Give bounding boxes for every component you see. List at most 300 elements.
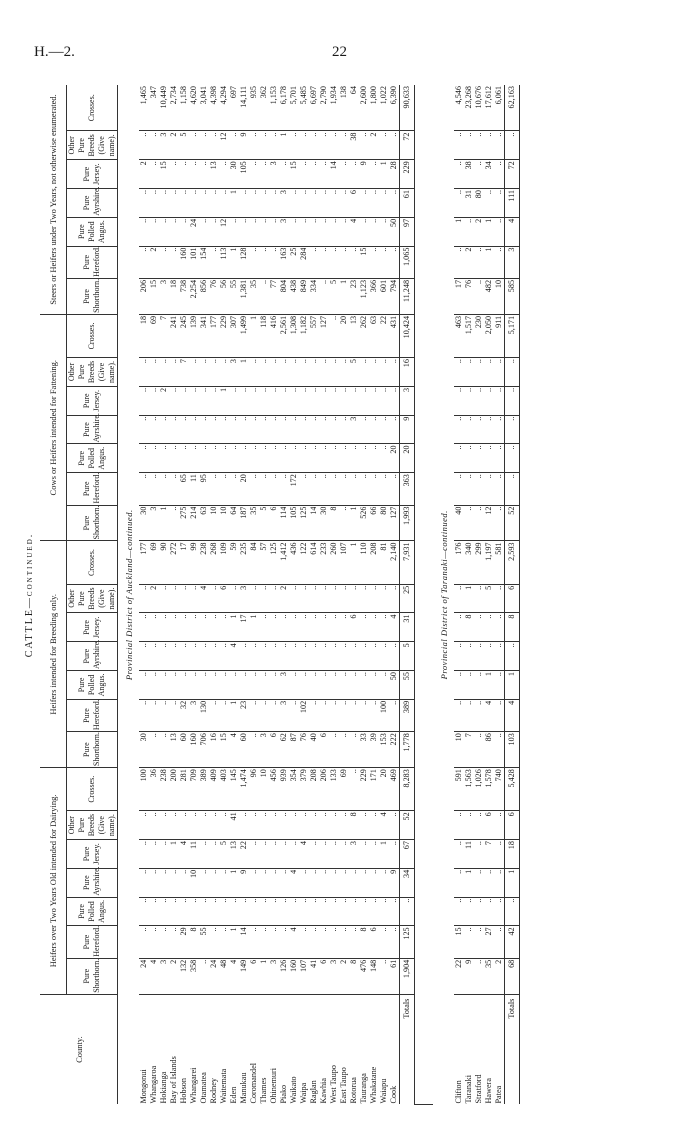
data-cell: ..: [484, 897, 494, 926]
data-cell: ..: [219, 444, 229, 473]
data-cell: ..: [359, 415, 369, 444]
data-cell: 3,041: [199, 85, 209, 131]
data-cell: ..: [319, 278, 329, 314]
data-cell: ..: [329, 671, 339, 700]
data-cell: ..: [269, 189, 279, 218]
table-row: [319, 85, 329, 1105]
data-cell: 1: [379, 160, 389, 189]
data-cell: ..: [179, 613, 189, 642]
data-cell: ..: [389, 189, 400, 218]
data-cell: 456: [269, 768, 279, 811]
data-cell: 307: [229, 314, 239, 357]
sub-header: Pure Jersey.: [67, 386, 118, 415]
data-cell: ..: [309, 415, 319, 444]
data-cell: 3: [329, 958, 339, 994]
data-cell: ..: [494, 217, 505, 246]
data-cell: ..: [239, 217, 249, 246]
data-cell: ..: [189, 131, 199, 160]
data-cell: ..: [249, 160, 259, 189]
data-cell: ..: [209, 131, 219, 160]
data-cell: ..: [369, 897, 379, 926]
data-cell: ..: [249, 584, 259, 613]
county-name: Tauranga: [359, 1073, 368, 1104]
data-cell: ..: [474, 671, 484, 700]
data-cell: 4,620: [189, 85, 199, 131]
data-cell: ..: [474, 473, 484, 505]
data-cell: ..: [329, 584, 339, 613]
total-cell: 72: [400, 131, 415, 160]
data-cell: ..: [189, 444, 199, 473]
data-cell: ..: [249, 217, 259, 246]
data-cell: ..: [179, 584, 189, 613]
data-cell: 389: [199, 768, 209, 811]
data-cell: ..: [209, 811, 219, 840]
data-cell: ..: [209, 584, 219, 613]
county-name: Piako: [279, 1084, 288, 1104]
data-cell: 77: [269, 278, 279, 314]
data-cell: 1,800: [369, 85, 379, 131]
data-cell: ..: [349, 671, 359, 700]
data-cell: ..: [199, 386, 209, 415]
total-cell: ..: [505, 386, 520, 415]
data-cell: ..: [369, 444, 379, 473]
data-cell: ..: [339, 811, 349, 840]
data-cell: 6,697: [309, 85, 319, 131]
data-cell: 208: [309, 768, 319, 811]
data-cell: ..: [289, 699, 299, 731]
data-cell: 50: [389, 671, 400, 700]
total-cell: 125: [400, 926, 415, 958]
county-name: Manukau: [239, 1072, 248, 1104]
data-cell: 229: [359, 768, 369, 811]
data-cell: ..: [199, 444, 209, 473]
data-cell: ..: [339, 444, 349, 473]
data-cell: ..: [149, 189, 159, 218]
data-cell: 55: [229, 278, 239, 314]
data-cell: 176: [454, 541, 464, 584]
data-cell: 403: [219, 768, 229, 811]
data-cell: ..: [299, 217, 309, 246]
data-cell: ..: [139, 613, 149, 642]
data-cell: ..: [379, 584, 389, 613]
sub-header: Other Pure Breeds (Give name).: [67, 131, 118, 160]
data-cell: ..: [474, 358, 484, 387]
data-cell: 2,050: [484, 314, 494, 357]
data-cell: ..: [319, 671, 329, 700]
data-cell: 2: [149, 584, 159, 613]
data-cell: ..: [359, 386, 369, 415]
data-cell: ..: [259, 386, 269, 415]
data-cell: 3: [279, 189, 289, 218]
data-cell: ..: [139, 131, 149, 160]
sub-header: Pure Ayrshire.: [67, 415, 118, 444]
data-cell: 284: [299, 246, 309, 278]
data-cell: ..: [139, 415, 149, 444]
total-cell: 31: [400, 613, 415, 642]
data-cell: 20: [239, 473, 249, 505]
data-cell: ..: [279, 811, 289, 840]
data-cell: 22: [454, 958, 464, 994]
data-cell: 6,390: [389, 85, 400, 131]
data-cell: ..: [494, 160, 505, 189]
data-cell: ..: [494, 386, 505, 415]
data-cell: 20: [339, 314, 349, 357]
data-cell: ..: [359, 444, 369, 473]
data-cell: 18: [139, 314, 149, 357]
county-name: Waipa: [299, 1082, 308, 1104]
data-cell: ..: [454, 671, 464, 700]
total-cell: 8: [505, 613, 520, 642]
data-cell: ..: [149, 415, 159, 444]
data-cell: 99: [189, 541, 199, 584]
data-cell: ..: [239, 189, 249, 218]
data-cell: 1,123: [359, 278, 369, 314]
data-cell: ..: [179, 868, 189, 897]
data-cell: ..: [494, 732, 505, 768]
data-cell: ..: [259, 926, 269, 958]
data-cell: 5: [349, 358, 359, 387]
data-cell: ..: [379, 444, 389, 473]
data-cell: ..: [349, 926, 359, 958]
data-cell: 69: [149, 541, 159, 584]
data-cell: 2: [339, 958, 349, 994]
data-cell: 1: [239, 358, 249, 387]
data-cell: ..: [349, 160, 359, 189]
data-cell: ..: [229, 386, 239, 415]
data-cell: ..: [259, 415, 269, 444]
data-cell: ..: [464, 444, 474, 473]
data-cell: 11: [189, 473, 199, 505]
data-cell: ..: [339, 642, 349, 671]
data-cell: ..: [299, 131, 309, 160]
data-cell: 1,517: [464, 314, 474, 357]
data-cell: 163: [279, 246, 289, 278]
data-cell: ..: [379, 642, 389, 671]
total-cell: ..: [505, 473, 520, 505]
data-cell: ..: [474, 505, 484, 541]
data-cell: 2: [169, 131, 179, 160]
data-cell: ..: [454, 584, 464, 613]
data-cell: 262: [359, 314, 369, 357]
data-cell: 709: [189, 768, 199, 811]
table-row: [259, 85, 269, 1105]
data-cell: 160: [289, 958, 299, 994]
data-cell: 149: [239, 958, 249, 994]
data-cell: 24: [209, 958, 219, 994]
data-cell: ..: [139, 386, 149, 415]
data-cell: 230: [474, 314, 484, 357]
table-row: [199, 85, 209, 1105]
data-cell: ..: [379, 386, 389, 415]
data-cell: 59: [229, 541, 239, 584]
data-cell: 4,398: [209, 85, 219, 131]
data-cell: 90: [159, 541, 169, 584]
data-cell: 127: [389, 505, 400, 541]
county-name: Waikato: [289, 1076, 298, 1104]
data-cell: 463: [454, 314, 464, 357]
data-cell: 28: [389, 160, 400, 189]
data-cell: ..: [169, 613, 179, 642]
data-cell: 1,563: [464, 768, 474, 811]
data-cell: 431: [389, 314, 400, 357]
data-cell: ..: [464, 358, 474, 387]
data-cell: 222: [389, 732, 400, 768]
data-cell: ..: [339, 505, 349, 541]
data-cell: 177: [209, 314, 219, 357]
total-cell: 1,065: [400, 246, 415, 278]
data-cell: ..: [159, 811, 169, 840]
group-header-dairying: Heifers over Two Years Old intended for Dairying.: [40, 768, 67, 995]
data-cell: ..: [379, 189, 389, 218]
data-cell: 6,178: [279, 85, 289, 131]
data-cell: 4: [289, 926, 299, 958]
data-cell: ..: [369, 246, 379, 278]
data-cell: ..: [169, 473, 179, 505]
data-cell: ..: [149, 131, 159, 160]
data-cell: 6: [219, 584, 229, 613]
data-cell: 66: [369, 505, 379, 541]
data-cell: ..: [349, 732, 359, 768]
data-cell: ..: [279, 386, 289, 415]
data-cell: ..: [169, 584, 179, 613]
data-cell: ..: [249, 246, 259, 278]
total-cell: 25: [400, 584, 415, 613]
data-cell: ..: [464, 415, 474, 444]
data-cell: ..: [179, 189, 189, 218]
data-cell: ..: [179, 386, 189, 415]
sub-header: Pure Ayrshire.: [67, 868, 118, 897]
data-cell: ..: [159, 473, 169, 505]
data-cell: 33: [359, 732, 369, 768]
data-cell: 18: [169, 278, 179, 314]
data-cell: 935: [249, 85, 259, 131]
data-cell: 84: [249, 541, 259, 584]
data-cell: ..: [159, 897, 169, 926]
data-cell: 416: [269, 314, 279, 357]
total-cell: 389: [400, 699, 415, 731]
data-cell: ..: [219, 868, 229, 897]
data-cell: ..: [219, 897, 229, 926]
data-cell: ..: [454, 642, 464, 671]
data-cell: ..: [139, 897, 149, 926]
data-cell: 148: [369, 958, 379, 994]
data-cell: ..: [149, 811, 159, 840]
data-cell: ..: [379, 358, 389, 387]
data-cell: ..: [309, 642, 319, 671]
data-cell: ..: [209, 358, 219, 387]
data-cell: ..: [329, 926, 339, 958]
data-cell: ..: [159, 699, 169, 731]
data-cell: ..: [329, 217, 339, 246]
data-cell: 105: [289, 505, 299, 541]
data-cell: 60: [179, 732, 189, 768]
sub-header: Pure Hereford.: [67, 926, 118, 958]
data-cell: 697: [229, 85, 239, 131]
data-cell: ..: [139, 699, 149, 731]
data-cell: 16: [209, 732, 219, 768]
data-cell: ..: [289, 131, 299, 160]
data-cell: ..: [289, 217, 299, 246]
data-cell: ..: [149, 926, 159, 958]
data-cell: 601: [379, 278, 389, 314]
total-cell: 52: [505, 505, 520, 541]
data-cell: 107: [339, 541, 349, 584]
data-cell: 6: [319, 732, 329, 768]
data-cell: ..: [139, 444, 149, 473]
data-cell: 10: [454, 732, 464, 768]
data-cell: ..: [149, 444, 159, 473]
data-cell: ..: [289, 811, 299, 840]
data-cell: 6: [249, 958, 259, 994]
data-cell: ..: [379, 217, 389, 246]
total-cell: 6: [505, 584, 520, 613]
data-cell: ..: [259, 642, 269, 671]
data-cell: ..: [209, 473, 219, 505]
data-cell: ..: [474, 160, 484, 189]
data-cell: ..: [169, 189, 179, 218]
data-cell: ..: [169, 699, 179, 731]
total-cell: ..: [505, 897, 520, 926]
data-cell: ..: [299, 189, 309, 218]
data-cell: ..: [149, 473, 159, 505]
data-cell: 1,499: [239, 314, 249, 357]
data-cell: ..: [454, 868, 464, 897]
data-cell: 13: [229, 840, 239, 869]
data-cell: ..: [484, 613, 494, 642]
total-cell: 585: [505, 278, 520, 314]
data-cell: ..: [249, 415, 259, 444]
data-cell: ..: [239, 811, 249, 840]
data-cell: 856: [199, 278, 209, 314]
total-cell: 11,248: [400, 278, 415, 314]
totals-row: [400, 85, 415, 1105]
data-cell: 2,734: [169, 85, 179, 131]
data-cell: 23: [349, 278, 359, 314]
data-cell: ..: [339, 189, 349, 218]
data-cell: ..: [259, 613, 269, 642]
data-cell: ..: [454, 386, 464, 415]
data-cell: 939: [279, 768, 289, 811]
data-cell: ..: [464, 897, 474, 926]
data-cell: 15: [454, 926, 464, 958]
data-cell: 1: [229, 699, 239, 731]
data-cell: ..: [229, 217, 239, 246]
total-cell: 97: [400, 217, 415, 246]
data-cell: ..: [149, 217, 159, 246]
county-name: Whangaroa: [149, 1065, 158, 1104]
data-cell: ..: [279, 358, 289, 387]
data-cell: ..: [149, 358, 159, 387]
data-cell: ..: [199, 160, 209, 189]
data-cell: ..: [369, 699, 379, 731]
data-cell: ..: [299, 415, 309, 444]
data-cell: 1: [279, 131, 289, 160]
data-cell: ..: [319, 217, 329, 246]
data-cell: ..: [159, 732, 169, 768]
data-cell: ..: [379, 671, 389, 700]
table-row: [209, 85, 219, 1105]
data-cell: ..: [249, 897, 259, 926]
sub-header: Crosses.: [67, 541, 118, 584]
data-cell: ..: [349, 642, 359, 671]
data-cell: ..: [159, 584, 169, 613]
data-cell: ..: [319, 444, 329, 473]
county-name: Otamatea: [199, 1072, 208, 1104]
data-cell: ..: [259, 444, 269, 473]
data-cell: ..: [279, 840, 289, 869]
data-cell: ..: [169, 217, 179, 246]
data-cell: ..: [359, 897, 369, 926]
data-cell: 40: [454, 505, 464, 541]
data-cell: 6,061: [494, 85, 505, 131]
data-cell: 110: [359, 541, 369, 584]
data-cell: ..: [199, 897, 209, 926]
data-cell: ..: [189, 189, 199, 218]
data-cell: 299: [474, 541, 484, 584]
data-cell: 7: [464, 732, 474, 768]
data-cell: ..: [259, 840, 269, 869]
data-cell: 23,268: [464, 85, 474, 131]
table-row: [309, 85, 319, 1105]
total-cell: 2,593: [505, 541, 520, 584]
data-cell: ..: [169, 444, 179, 473]
data-cell: ..: [309, 444, 319, 473]
data-cell: 130: [199, 699, 209, 731]
data-cell: ..: [309, 584, 319, 613]
total-cell: 3: [400, 386, 415, 415]
total-cell: 111: [505, 189, 520, 218]
data-cell: ..: [139, 642, 149, 671]
data-cell: ..: [484, 473, 494, 505]
data-cell: ..: [474, 811, 484, 840]
data-cell: ..: [209, 868, 219, 897]
data-cell: 469: [389, 768, 400, 811]
data-cell: ..: [454, 131, 464, 160]
data-cell: ..: [494, 584, 505, 613]
data-cell: ..: [269, 926, 279, 958]
data-cell: 113: [219, 246, 229, 278]
data-cell: ..: [259, 131, 269, 160]
data-cell: 9: [239, 868, 249, 897]
data-cell: ..: [179, 444, 189, 473]
data-cell: ..: [289, 444, 299, 473]
data-cell: ..: [299, 584, 309, 613]
data-cell: 139: [189, 314, 199, 357]
data-cell: ..: [289, 358, 299, 387]
table-row: [289, 85, 299, 1105]
data-cell: 4: [389, 613, 400, 642]
data-cell: 1,381: [239, 278, 249, 314]
data-cell: ..: [189, 642, 199, 671]
data-cell: 591: [454, 768, 464, 811]
sub-header: Pure Ayrshire.: [67, 189, 118, 218]
data-cell: ..: [309, 131, 319, 160]
data-cell: ..: [369, 160, 379, 189]
data-cell: ..: [329, 811, 339, 840]
data-cell: ..: [379, 958, 389, 994]
data-cell: ..: [389, 358, 400, 387]
data-cell: ..: [309, 926, 319, 958]
data-cell: ..: [454, 444, 464, 473]
data-cell: 9: [464, 958, 474, 994]
data-cell: ..: [249, 473, 259, 505]
data-cell: 8: [349, 811, 359, 840]
data-cell: ..: [474, 699, 484, 731]
data-cell: 5,701: [289, 85, 299, 131]
data-cell: ..: [159, 415, 169, 444]
data-cell: 4: [289, 868, 299, 897]
data-cell: 272: [169, 541, 179, 584]
